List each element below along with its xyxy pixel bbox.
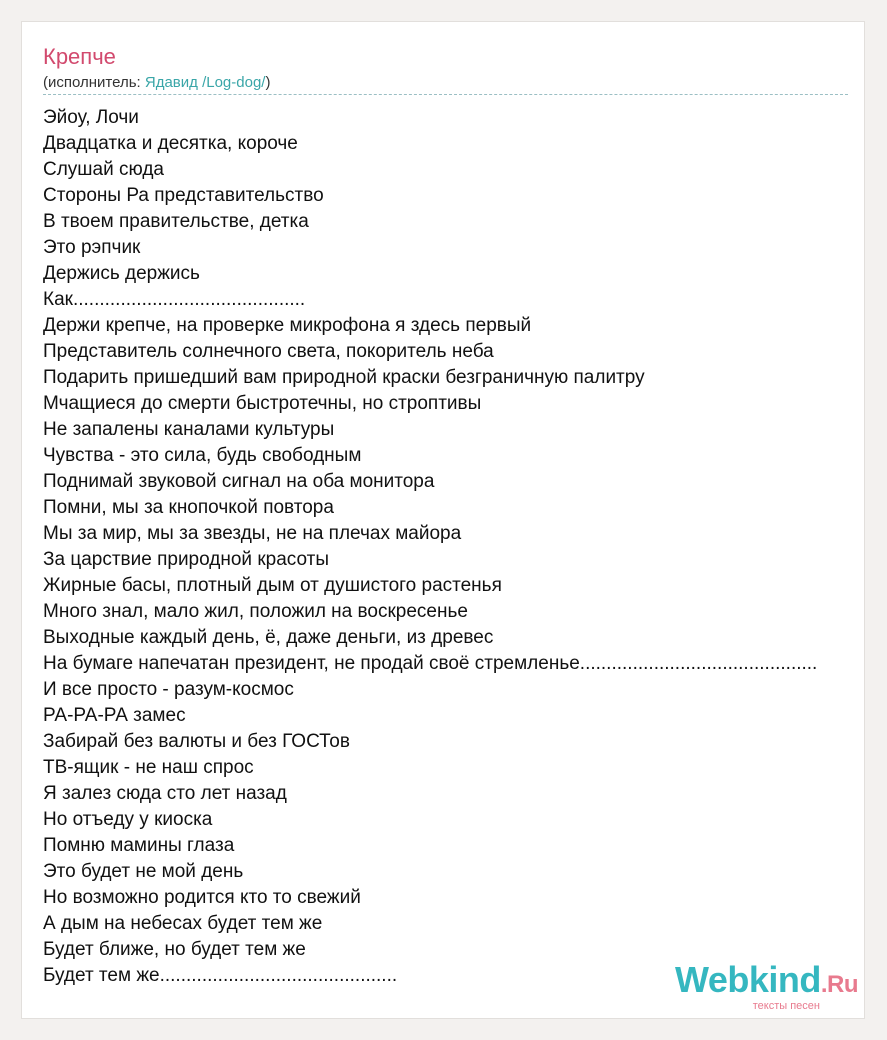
artist-link[interactable]: Ядавид /Log-dog/	[144, 74, 266, 91]
lyric-line: РА-РА-РА замес	[43, 705, 186, 726]
lyric-line: Забирай без валюты и без ГОСТов	[43, 731, 350, 752]
lyric-line: Держись держись	[43, 263, 200, 284]
lyric-line: Как............................................	[43, 289, 306, 310]
lyric-line: Много знал, мало жил, положил на воскресенье	[43, 601, 468, 622]
lyric-line: Помню мамины глаза	[43, 835, 235, 856]
lyric-line: Мчащиеся до смерти быстротечны, но строптивы	[43, 393, 482, 414]
lyric-line: Будет ближе, но будет тем же	[43, 939, 306, 960]
artist-suffix: )	[265, 74, 271, 91]
site-logo[interactable]	[674, 959, 858, 1012]
lyric-line: Но отъеду у киоска	[43, 809, 213, 830]
lyric-line: Слушай сюда	[43, 159, 164, 180]
lyric-line: Не запалены каналами культуры	[43, 419, 335, 440]
artist-prefix: (исполнитель:	[43, 74, 145, 91]
song-title: Крепче	[43, 44, 116, 69]
lyric-line: Держи крепче, на проверке микрофона я здесь первый	[43, 315, 532, 336]
lyric-line: Помни, мы за кнопочкой повтора	[43, 497, 334, 518]
artist-line	[43, 74, 270, 92]
logo-subtitle: тексты песен	[752, 1000, 820, 1012]
lyric-line: Двадцатка и десятка, короче	[43, 133, 298, 154]
lyric-line: В твоем правительстве, детка	[43, 211, 309, 232]
lyric-line: Поднимай звуковой сигнал на оба монитора	[43, 471, 435, 492]
lyric-line: Стороны Ра представительство	[43, 185, 324, 206]
lyric-line: Подарить пришедший вам природной краски безграничную палитру	[43, 367, 645, 388]
lyric-line: Я залез сюда сто лет назад	[43, 783, 287, 804]
lyrics-body	[43, 105, 887, 1005]
lyric-line: Это будет не мой день	[43, 861, 244, 882]
lyric-line: Мы за мир, мы за звезды, не на плечах майора	[43, 523, 462, 544]
lyric-line: Но возможно родится кто то свежий	[43, 887, 361, 908]
lyric-line: Представитель солнечного света, покоритель неба	[43, 341, 494, 362]
lyric-line: На бумаге напечатан президент, не продай своё стремленье.............................................	[43, 653, 818, 674]
lyric-line: И все просто - разум-космос	[43, 679, 294, 700]
lyric-line: А дым на небесах будет тем же	[43, 913, 323, 934]
divider	[43, 94, 848, 95]
lyric-line: За царствие природной красоты	[43, 549, 329, 570]
logo-main-text: Webkind	[674, 959, 821, 1000]
lyric-line: Жирные басы, плотный дым от душистого растенья	[43, 575, 502, 596]
lyrics-card	[21, 21, 865, 1019]
logo-suffix-text: .Ru	[820, 971, 858, 998]
lyric-line: Эйоу, Лочи	[43, 107, 139, 128]
lyric-line: Чувства - это сила, будь свободным	[43, 445, 362, 466]
lyric-line: ТВ-ящик - не наш спрос	[43, 757, 254, 778]
lyric-line: Выходные каждый день, ё, даже деньги, из древес	[43, 627, 494, 648]
lyric-line: Будет тем же.............................................	[43, 965, 398, 986]
lyric-line: Это рэпчик	[43, 237, 141, 258]
